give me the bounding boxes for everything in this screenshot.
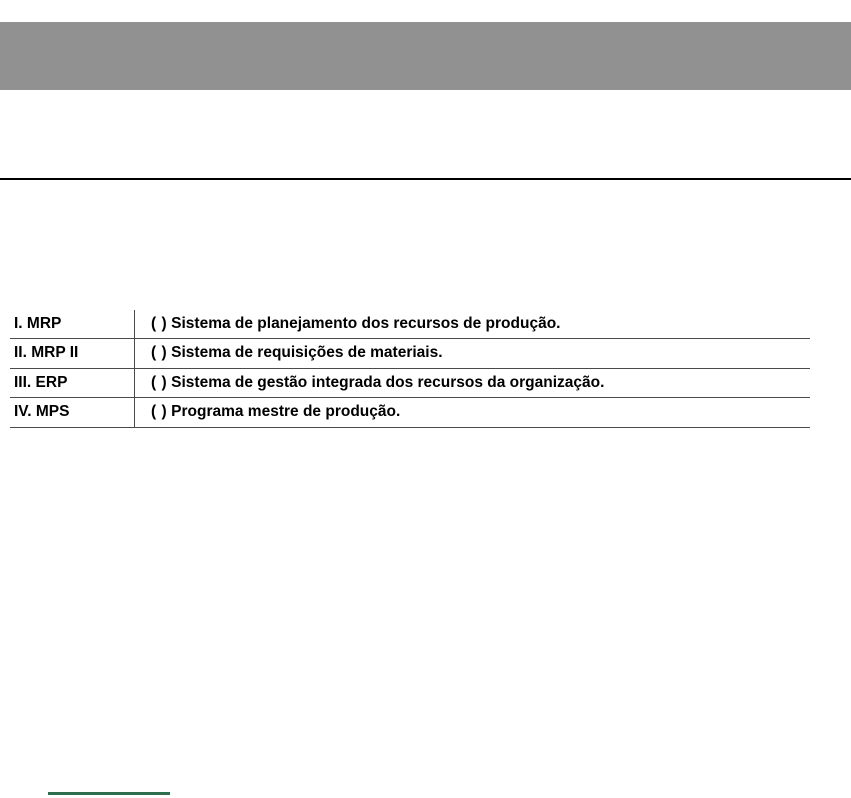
blank-parenthesis[interactable]: ( ) bbox=[151, 315, 168, 332]
table-cell-description bbox=[135, 398, 811, 427]
blank-parenthesis[interactable]: ( ) bbox=[151, 403, 168, 421]
blank-parenthesis[interactable]: ( ) bbox=[151, 344, 168, 362]
matching-table bbox=[10, 310, 810, 428]
table-cell-item: II. MRP II bbox=[10, 339, 135, 368]
description-text: Sistema de gestão integrada dos recursos da organização. bbox=[171, 373, 605, 391]
table-row bbox=[10, 368, 810, 397]
description-text: Sistema de requisições de materiais. bbox=[171, 344, 443, 362]
table-cell-item: IV. MPS bbox=[10, 398, 135, 427]
description-text: Programa mestre de produção. bbox=[171, 403, 401, 421]
table-row bbox=[10, 398, 810, 427]
table-cell-description bbox=[135, 310, 811, 339]
table-cell-item: III. ERP bbox=[10, 368, 135, 397]
blank-parenthesis[interactable]: ( ) bbox=[151, 373, 168, 391]
table-cell-description bbox=[135, 368, 811, 397]
header-banner bbox=[0, 22, 851, 90]
table-cell-description bbox=[135, 339, 811, 368]
footer-underline-mark bbox=[48, 792, 170, 795]
table-row bbox=[10, 339, 810, 368]
horizontal-divider bbox=[0, 178, 851, 180]
table-cell-item: I. MRP bbox=[10, 310, 135, 339]
description-text: Sistema de planejamento dos recursos de produção. bbox=[171, 315, 561, 332]
table-row bbox=[10, 310, 810, 339]
